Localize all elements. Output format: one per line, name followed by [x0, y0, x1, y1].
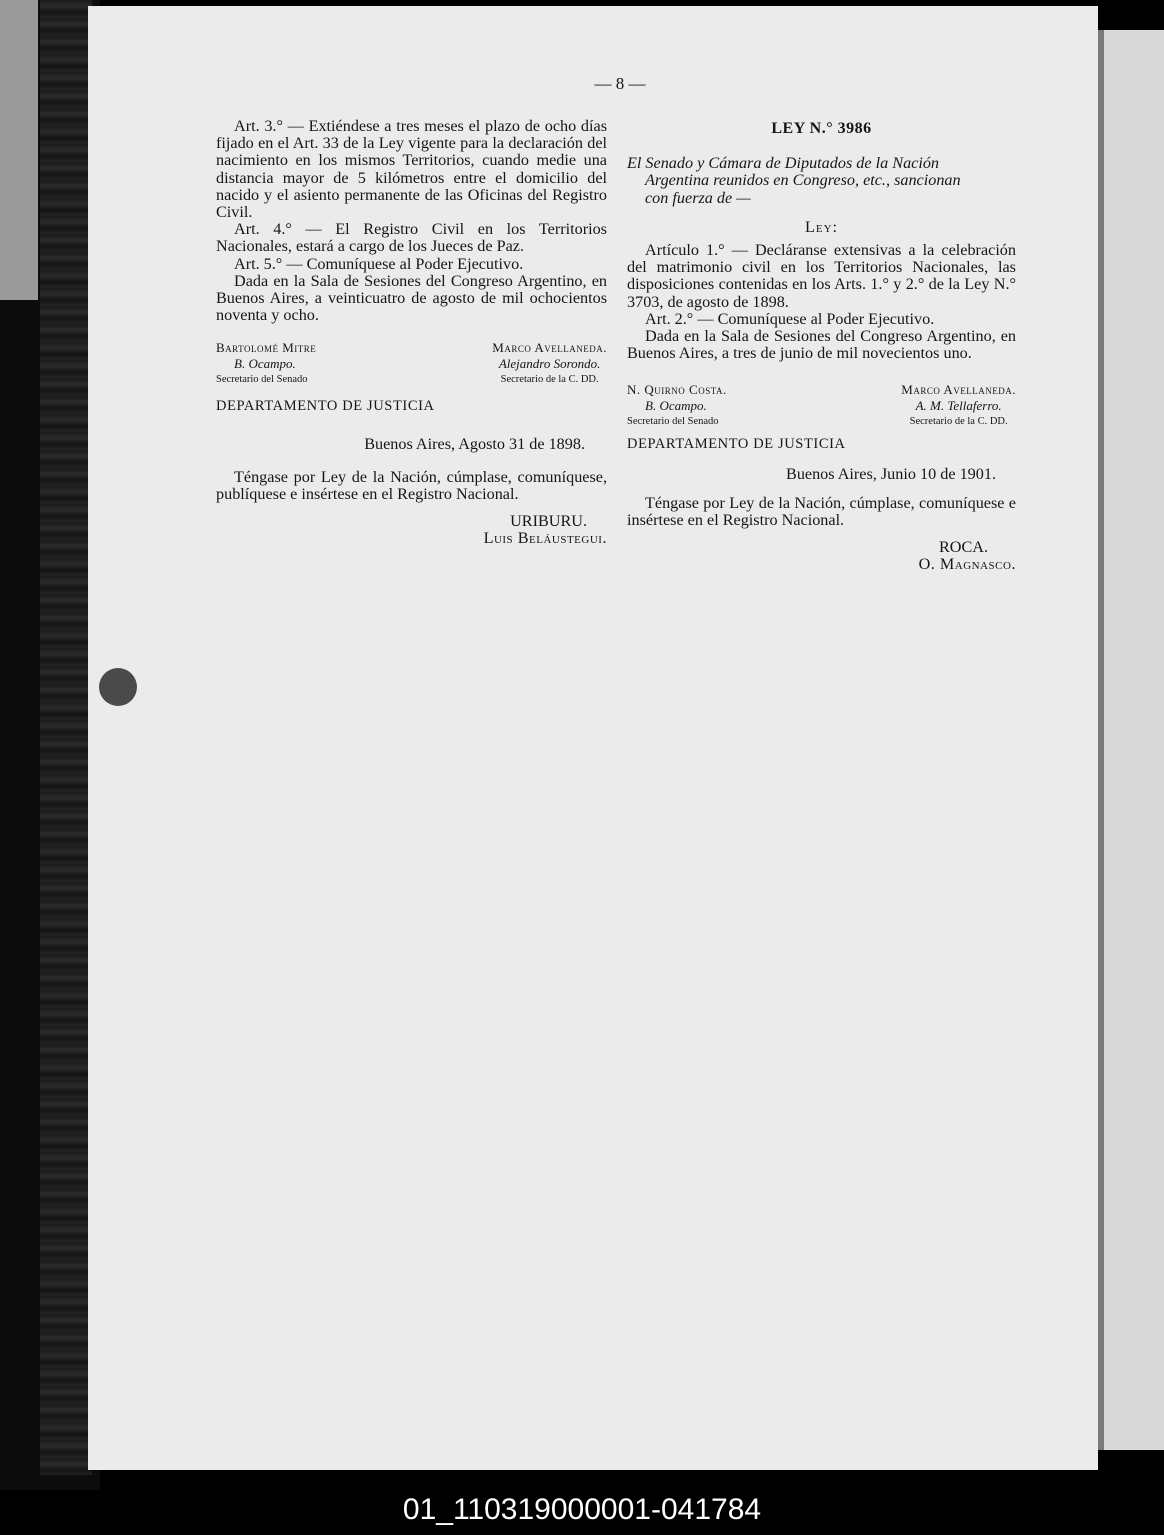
senate-secretary-name: B. Ocampo.	[234, 356, 296, 372]
chamber-president-name: Marco Avellaneda.	[901, 382, 1016, 398]
enacting-clause-line: El Senado y Cámara de Diputados de la Nación	[627, 154, 940, 173]
senate-president-name: Bartolomé Mitre	[216, 340, 317, 356]
promulgation-signatures	[627, 539, 1016, 573]
president-signature: URIBURU.	[510, 512, 587, 531]
article-1: Artículo 1.° — Decláranse extensivas a la celebración del matrimonio civil en los Territorios Nacionales, las disposiciones contenidas en los Arts. 1.° y 2.° de la Ley N.° 3703, de agosto de 1898.	[627, 241, 1016, 311]
department-heading: DEPARTAMENTO DE JUSTICIA	[627, 436, 846, 453]
senate-secretary-title: Secretario del Senado	[216, 374, 308, 386]
signature-block	[216, 340, 607, 388]
punch-hole	[99, 668, 137, 706]
article-3: Art. 3.° — Extiéndese a tres meses el plazo de ocho días fijado en el Art. 33 de la Ley vigente para la declaración del nacimiento en los mismos Territorios, cuando medie una distancia mayor de 5 kilómetros entre el domicilio del nacido y el asiento permanente de las Oficinas del Registro Civil.	[216, 117, 607, 222]
signature-block	[627, 382, 1016, 430]
article-2: Art. 2.° — Comuníquese al Poder Ejecutivo.	[645, 309, 935, 328]
book-binding	[40, 0, 92, 1475]
chamber-secretary-title: Secretario de la C. DD.	[500, 374, 599, 386]
sanction-paragraph: Dada en la Sala de Sesiones del Congreso Argentino, en Buenos Aires, a tres de junio de mil novecientos uno.	[627, 327, 1016, 363]
senate-secretary-name: B. Ocampo.	[645, 398, 707, 414]
enacting-clause-line: Argentina reunidos en Congreso, etc., sancionan	[645, 171, 961, 190]
place-date: Buenos Aires, Junio 10 de 1901.	[786, 464, 996, 483]
scan-identifier: 01_110319000001-041784	[402, 1493, 762, 1526]
place-date: Buenos Aires, Agosto 31 de 1898.	[364, 434, 585, 453]
chamber-president-name: Marco Avellaneda.	[492, 340, 607, 356]
department-heading: DEPARTAMENTO DE JUSTICIA	[216, 398, 435, 415]
left-column	[216, 118, 607, 548]
promulgation-decree: Téngase por Ley de la Nación, cúmplase, comuníquese e insértese en el Registro Nacional.	[627, 493, 1016, 530]
ley-heading: Ley:	[804, 217, 839, 236]
president-signature: ROCA.	[938, 538, 988, 557]
law-title: LEY N.° 3986	[771, 120, 872, 137]
minister-signature: O. Magnasco.	[918, 555, 1016, 574]
article-5: Art. 5.° — Comuníquese al Poder Ejecutivo.	[234, 254, 524, 273]
signature-senate	[216, 340, 316, 388]
senate-secretary-title: Secretario del Senado	[627, 416, 719, 428]
chamber-secretary-title: Secretario de la C. DD.	[909, 416, 1008, 428]
enacting-clause-line: con fuerza de —	[645, 188, 751, 207]
promulgation-signatures	[216, 513, 607, 547]
chamber-secretary-name: Alejandro Sorondo.	[498, 356, 601, 372]
chamber-secretary-name: A. M. Tellaferro.	[915, 398, 1002, 414]
scan-left-edge	[0, 0, 38, 300]
senate-president-name: N. Quirno Costa.	[627, 382, 727, 398]
signature-chamber	[492, 340, 607, 388]
sanction-paragraph: Dada en la Sala de Sesiones del Congreso Argentino, en Buenos Aires, a veinticuatro de agosto de mil ochocientos noventa y ocho.	[216, 271, 607, 325]
right-column	[627, 118, 1016, 574]
article-4: Art. 4.° — El Registro Civil en los Territorios Nacionales, estará a cargo de los Jueces de Paz.	[216, 220, 607, 256]
enacting-clause	[627, 155, 1016, 207]
page-number: — 8 —	[594, 74, 646, 93]
promulgation-decree: Téngase por Ley de la Nación, cúmplase, comuníquese, publíquese e insértese en el Registro Nacional.	[216, 467, 607, 504]
minister-signature: Luis Beláustegui.	[483, 529, 607, 548]
next-page-edge	[1098, 30, 1164, 1450]
signature-chamber	[901, 382, 1016, 430]
signature-senate	[627, 382, 727, 430]
